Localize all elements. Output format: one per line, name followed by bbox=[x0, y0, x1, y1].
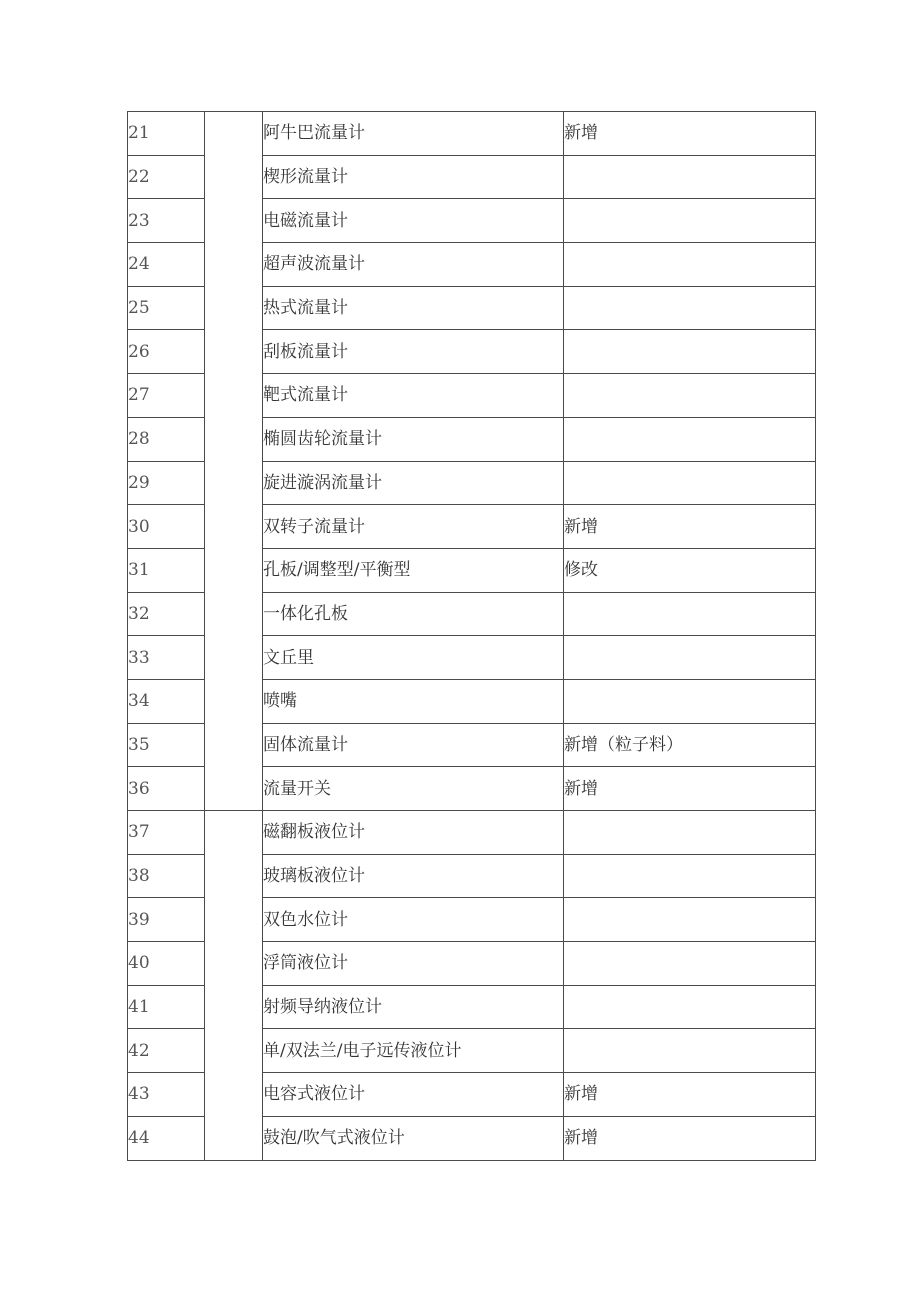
instrument-name: 固体流量计 bbox=[263, 723, 564, 767]
row-number: 28 bbox=[128, 417, 205, 461]
instrument-name: 单/双法兰/电子远传液位计 bbox=[263, 1029, 564, 1073]
row-number: 35 bbox=[128, 723, 205, 767]
remark bbox=[564, 417, 816, 461]
instrument-name: 鼓泡/吹气式液位计 bbox=[263, 1116, 564, 1160]
row-number: 23 bbox=[128, 199, 205, 243]
remark bbox=[564, 330, 816, 374]
remark: 新增 bbox=[564, 112, 816, 156]
instrument-name: 双色水位计 bbox=[263, 898, 564, 942]
remark bbox=[564, 811, 816, 855]
row-number: 25 bbox=[128, 286, 205, 330]
row-number: 39 bbox=[128, 898, 205, 942]
remark: 新增 bbox=[564, 505, 816, 549]
instrument-name: 孔板/调整型/平衡型 bbox=[263, 548, 564, 592]
instrument-name: 椭圆齿轮流量计 bbox=[263, 417, 564, 461]
row-number: 36 bbox=[128, 767, 205, 811]
instrument-name: 玻璃板液位计 bbox=[263, 854, 564, 898]
row-number: 31 bbox=[128, 548, 205, 592]
row-number: 37 bbox=[128, 811, 205, 855]
category-cell-flow bbox=[205, 112, 263, 811]
instrument-name: 一体化孔板 bbox=[263, 592, 564, 636]
remark bbox=[564, 1029, 816, 1073]
remark bbox=[564, 286, 816, 330]
remark bbox=[564, 898, 816, 942]
row-number: 40 bbox=[128, 942, 205, 986]
table-row bbox=[128, 811, 816, 855]
remark bbox=[564, 636, 816, 680]
remark bbox=[564, 592, 816, 636]
instrument-name: 流量开关 bbox=[263, 767, 564, 811]
remark bbox=[564, 374, 816, 418]
instrument-name: 靶式流量计 bbox=[263, 374, 564, 418]
remark bbox=[564, 854, 816, 898]
instrument-name: 电容式液位计 bbox=[263, 1073, 564, 1117]
instrument-name: 楔形流量计 bbox=[263, 155, 564, 199]
remark bbox=[564, 155, 816, 199]
remark bbox=[564, 243, 816, 287]
instrument-name: 磁翻板液位计 bbox=[263, 811, 564, 855]
row-number: 34 bbox=[128, 679, 205, 723]
table-row bbox=[128, 112, 816, 156]
instrument-table bbox=[127, 111, 816, 1161]
instrument-name: 双转子流量计 bbox=[263, 505, 564, 549]
instrument-name: 阿牛巴流量计 bbox=[263, 112, 564, 156]
row-number: 30 bbox=[128, 505, 205, 549]
instrument-name: 热式流量计 bbox=[263, 286, 564, 330]
row-number: 44 bbox=[128, 1116, 205, 1160]
row-number: 27 bbox=[128, 374, 205, 418]
remark: 新增 bbox=[564, 1116, 816, 1160]
row-number: 22 bbox=[128, 155, 205, 199]
row-number: 38 bbox=[128, 854, 205, 898]
category-cell-level bbox=[205, 811, 263, 1161]
instrument-name: 文丘里 bbox=[263, 636, 564, 680]
row-number: 43 bbox=[128, 1073, 205, 1117]
instrument-name: 喷嘴 bbox=[263, 679, 564, 723]
remark bbox=[564, 679, 816, 723]
instrument-name: 旋进漩涡流量计 bbox=[263, 461, 564, 505]
row-number: 26 bbox=[128, 330, 205, 374]
instrument-name: 刮板流量计 bbox=[263, 330, 564, 374]
instrument-name: 射频导纳液位计 bbox=[263, 985, 564, 1029]
row-number: 42 bbox=[128, 1029, 205, 1073]
remark bbox=[564, 985, 816, 1029]
remark: 新增 bbox=[564, 767, 816, 811]
remark bbox=[564, 199, 816, 243]
row-number: 41 bbox=[128, 985, 205, 1029]
remark: 新增（粒子料） bbox=[564, 723, 816, 767]
remark: 修改 bbox=[564, 548, 816, 592]
remark bbox=[564, 942, 816, 986]
row-number: 32 bbox=[128, 592, 205, 636]
instrument-name: 超声波流量计 bbox=[263, 243, 564, 287]
remark bbox=[564, 461, 816, 505]
row-number: 29 bbox=[128, 461, 205, 505]
row-number: 21 bbox=[128, 112, 205, 156]
row-number: 24 bbox=[128, 243, 205, 287]
instrument-name: 电磁流量计 bbox=[263, 199, 564, 243]
instrument-name: 浮筒液位计 bbox=[263, 942, 564, 986]
remark: 新增 bbox=[564, 1073, 816, 1117]
row-number: 33 bbox=[128, 636, 205, 680]
